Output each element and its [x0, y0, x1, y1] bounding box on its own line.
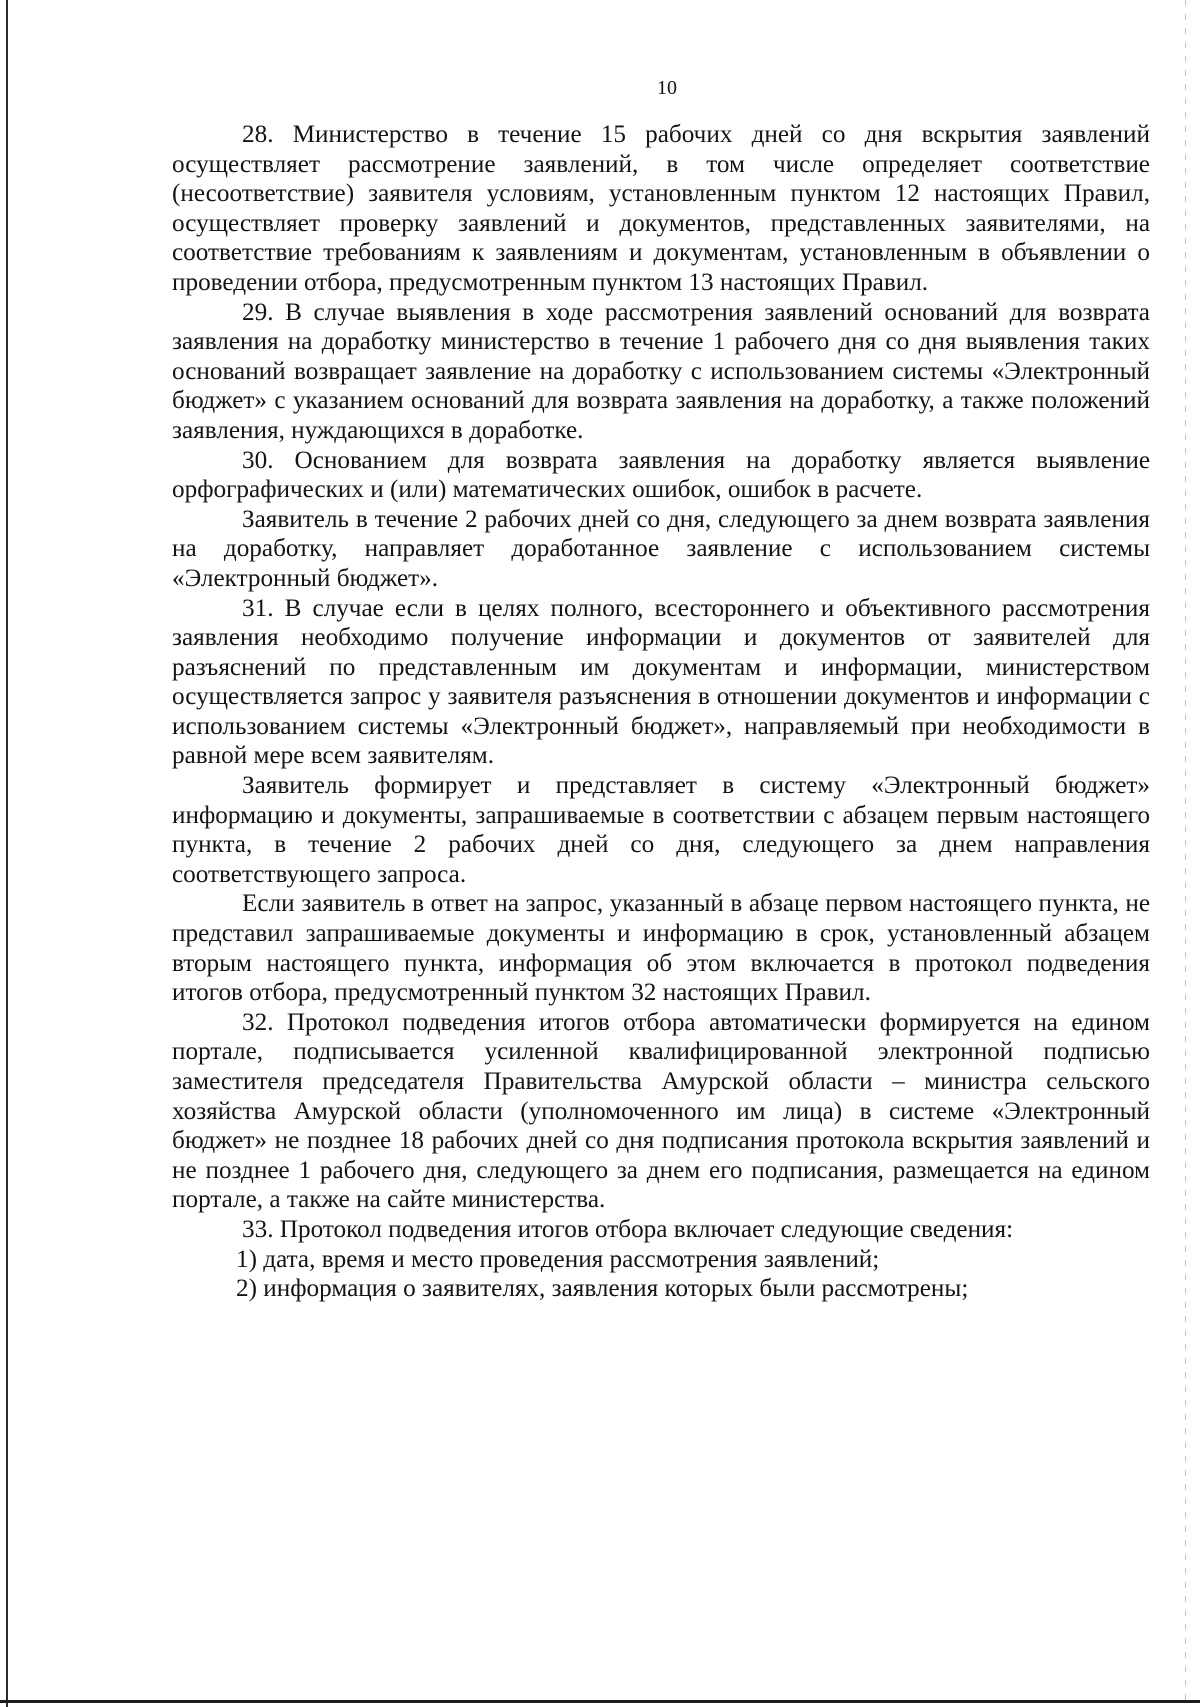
- page-number: 10: [657, 77, 677, 99]
- paragraph-32: 32. Протокол подведения итогов отбора автоматически формируется на едином портале, подписывается усиленной квалифицированной электронной подписью заместителя председателя Правительства Амурской области – министра сельского хозяйства Амурской области (уполномоченного им лица) в системе «Электронный бюджет» не позднее 18 рабочих дней со дня подписания протокола вскрытия заявлений и не позднее 1 рабочего дня, следующего за днем его подписания, размещается на едином портале, а также на сайте министерства.: [172, 1008, 1150, 1214]
- list-item-1: 1) дата, время и место проведения рассмотрения заявлений;: [236, 1245, 880, 1273]
- scan-edge-bottom: [0, 1700, 1200, 1703]
- document-body: [172, 120, 1150, 1304]
- paragraph-31-applicant: Заявитель формирует и представляет в систему «Электронный бюджет» информацию и документы, запрашиваемые в соответствии с абзацем первым настоящего пункта, в течение 2 рабочих дней со дня, следующего за днем направления соответствующего запроса.: [172, 772, 1150, 888]
- paragraph-30: 30. Основанием для возврата заявления на доработку является выявление орфографических и (или) математических ошибок, ошибок в расчете.: [172, 446, 1150, 504]
- paragraph-31-noresponse: Если заявитель в ответ на запрос, указанный в абзаце первом настоящего пункта, не представил запрашиваемые документы и информацию в срок, установленный абзацем вторым настоящего пункта, информация об этом включается в протокол подведения итогов отбора, предусмотренный пунктом 32 настоящих Правил.: [172, 890, 1150, 1007]
- scan-edge-left: [6, 0, 8, 1707]
- paragraph-33: 33. Протокол подведения итогов отбора включает следующие сведения:: [242, 1215, 1014, 1243]
- paragraph-28: 28. Министерство в течение 15 рабочих дней со дня вскрытия заявлений осуществляет рассмотрение заявлений, в том числе определяет соответствие (несоответствие) заявителя условиям, установленным пунктом 12 настоящих Правил, осуществляет проверку заявлений и документов, представленных заявителями, на соответствие требованиям к заявлениям и документам, установленным в объявлении о проведении отбора, предусмотренным пунктом 13 настоящих Правил.: [172, 121, 1150, 296]
- paragraph-30-applicant: Заявитель в течение 2 рабочих дней со дня, следующего за днем возврата заявления на доработку, направляет доработанное заявление с использованием системы «Электронный бюджет».: [172, 505, 1150, 592]
- paragraph-29: 29. В случае выявления в ходе рассмотрения заявлений оснований для возврата заявления на доработку министерство в течение 1 рабочего дня со дня выявления таких оснований возвращает заявление на доработку с использованием системы «Электронный бюджет» с указанием оснований для возврата заявления на доработку, а также положений заявления, нуждающихся в доработке.: [172, 298, 1150, 444]
- paragraph-31: 31. В случае если в целях полного, всестороннего и объективного рассмотрения заявления необходимо получение информации и документов от заявителей для разъяснений по представленным им документам и информации, министерством осуществляется запрос у заявителя разъяснения в отношении документов и информации с использованием системы «Электронный бюджет», направляемый при необходимости в равной мере всем заявителям.: [172, 594, 1150, 770]
- scan-edge-right: [1185, 0, 1186, 1707]
- list-item-2: 2) информация о заявителях, заявления которых были рассмотрены;: [236, 1275, 969, 1303]
